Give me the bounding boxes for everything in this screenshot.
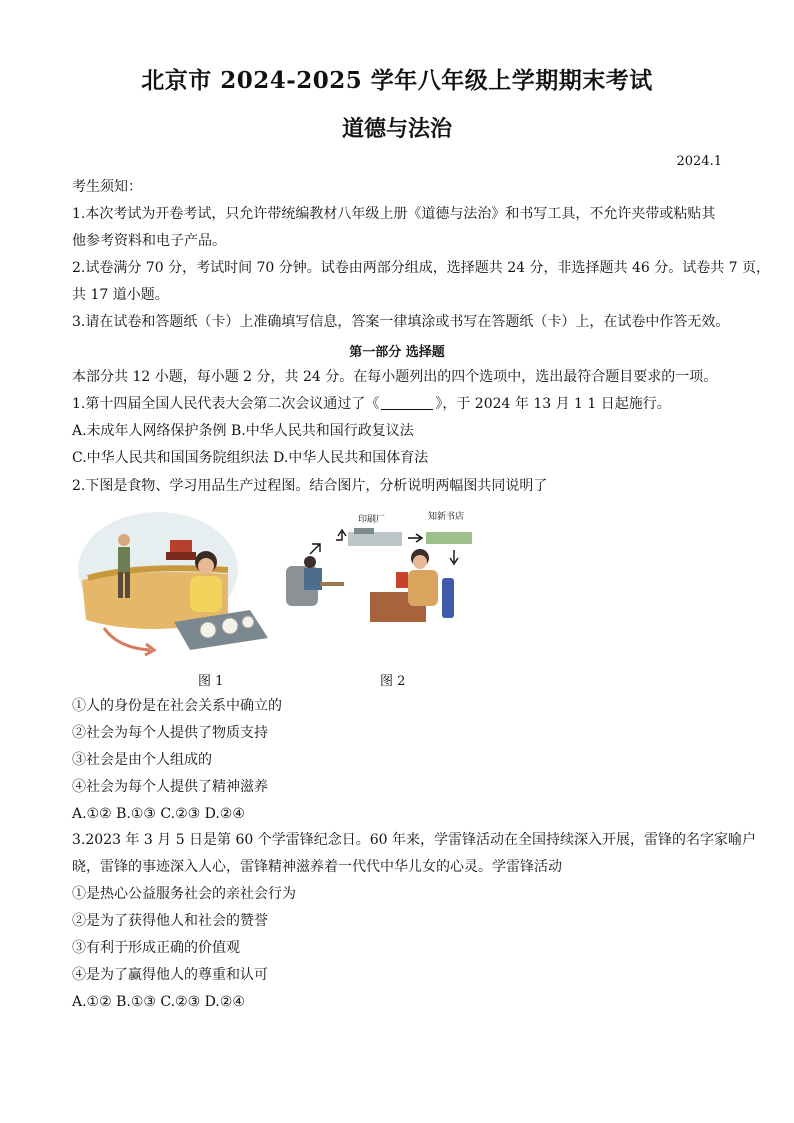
fig2-arrow-up [336, 530, 346, 540]
fig2-printing-machine [348, 532, 402, 546]
fig1-girl-face [198, 558, 214, 574]
fig2-book [396, 572, 408, 588]
fig1-girl-body [190, 576, 222, 612]
q3-item: ③有利于形成正确的价值观 [72, 940, 240, 956]
fig2-writing-desk [320, 582, 344, 586]
notice-line: 他参考资料和电子产品。 [72, 233, 226, 249]
q3-item: ④是为了赢得他人的尊重和认可 [72, 967, 268, 983]
q2-item: ③社会是由个人组成的 [72, 752, 212, 768]
fig2-arrow-right [408, 534, 422, 542]
fig1-dish [242, 616, 254, 628]
fig1-dish [222, 618, 238, 634]
q3-item: ①是热心公益服务社会的亲社会行为 [72, 886, 296, 902]
fig2-reader-face [413, 555, 427, 569]
fig1-farmer-leg [118, 572, 123, 598]
exam-subject: 道德与法治 [341, 116, 452, 142]
exam-title: 北京市 2024-2025 学年八年级上学期期末考试 [141, 67, 653, 94]
notice-line: 共 17 道小题。 [72, 287, 169, 303]
figure-2-caption: 图 2 [380, 674, 406, 689]
fig2-arrow-down [450, 550, 458, 564]
q1-stem-after: 》，于 2024 年 13 月 1 1 日起施行。 [435, 396, 671, 412]
fig2-reader-body [408, 570, 438, 606]
fig1-farmer-body [118, 547, 130, 573]
q3-stem-line2: 晓，雷锋的事迹深入人心，雷锋精神滋养着一代代中华儿女的心灵。学雷锋活动 [72, 859, 562, 875]
fig2-arrow-diag [310, 544, 320, 554]
figure-2-illustration [280, 510, 475, 630]
fig2-label-printing: 印刷厂 [358, 514, 386, 524]
fig1-farmer-leg [125, 572, 130, 598]
q2-item: ②社会为每个人提供了物质支持 [72, 725, 268, 741]
q1-options-ab: A.未成年人网络保护条例 B.中华人民共和国行政复议法 [72, 423, 414, 439]
notice-heading: 考生须知： [72, 179, 142, 195]
q1-options-cd: C.中华人民共和国国务院组织法 D.中华人民共和国体育法 [72, 450, 429, 466]
fig1-harvester-base [166, 552, 196, 560]
fig2-writer-head [304, 556, 316, 568]
figure-1-caption: 图 1 [198, 674, 224, 689]
notice-line: 3.请在试卷和答题纸（卡）上准确填写信息，答案一律填涂或书写在答题纸（卡）上，在试卷中作答无效。 [72, 314, 730, 330]
section-intro: 本部分共 12 小题，每小题 2 分，共 24 分。在每小题列出的四个选项中，选出最符合题目要求的一项。 [72, 369, 718, 385]
fig1-arrow [104, 628, 150, 650]
q2-options: A.①② B.①③ C.②③ D.②④ [72, 806, 245, 822]
notice-line: 1.本次考试为开卷考试，只允许带统编教材八年级上册《道德与法治》和书写工具，不允许夹带或粘贴其 [72, 206, 716, 222]
q3-options: A.①② B.①③ C.②③ D.②④ [72, 994, 245, 1010]
answer-blank [381, 395, 433, 410]
section-title: 第一部分 选择题 [349, 345, 445, 360]
q3-stem-line1: 3.2023 年 3 月 5 日是第 60 个学雷锋纪念日。60 年来，学雷锋活动在全国持续深入开展，雷锋的名字家喻户 [72, 832, 757, 848]
notice-line: 2.试卷满分 70 分，考试时间 70 分钟。试卷由两部分组成，选择题共 24 分，非选择题共 46 分。试卷共 7 页， [72, 260, 771, 276]
q2-item: ①人的身份是在社会关系中确立的 [72, 698, 282, 714]
fig1-farmer-head [118, 534, 130, 546]
fig2-writer-body [304, 568, 322, 590]
figure-1-illustration [78, 510, 276, 660]
fig2-printing-roller [354, 528, 374, 534]
q1-stem-before: 1.第十四届全国人民代表大会第二次会议通过了《 [72, 396, 380, 412]
exam-date: 2024.1 [676, 154, 722, 169]
fig2-bookstore [426, 532, 472, 544]
q3-item: ②是为了获得他人和社会的赞誉 [72, 913, 268, 929]
q2-stem: 2.下图是食物、学习用品生产过程图。结合图片，分析说明两幅图共同说明了 [72, 478, 548, 494]
fig2-chair [442, 578, 454, 618]
q1-stem [72, 394, 671, 414]
fig1-dish [200, 622, 216, 638]
q2-item: ④社会为每个人提供了精神滋养 [72, 779, 268, 795]
fig2-label-bookstore: 知新书店 [428, 511, 465, 521]
